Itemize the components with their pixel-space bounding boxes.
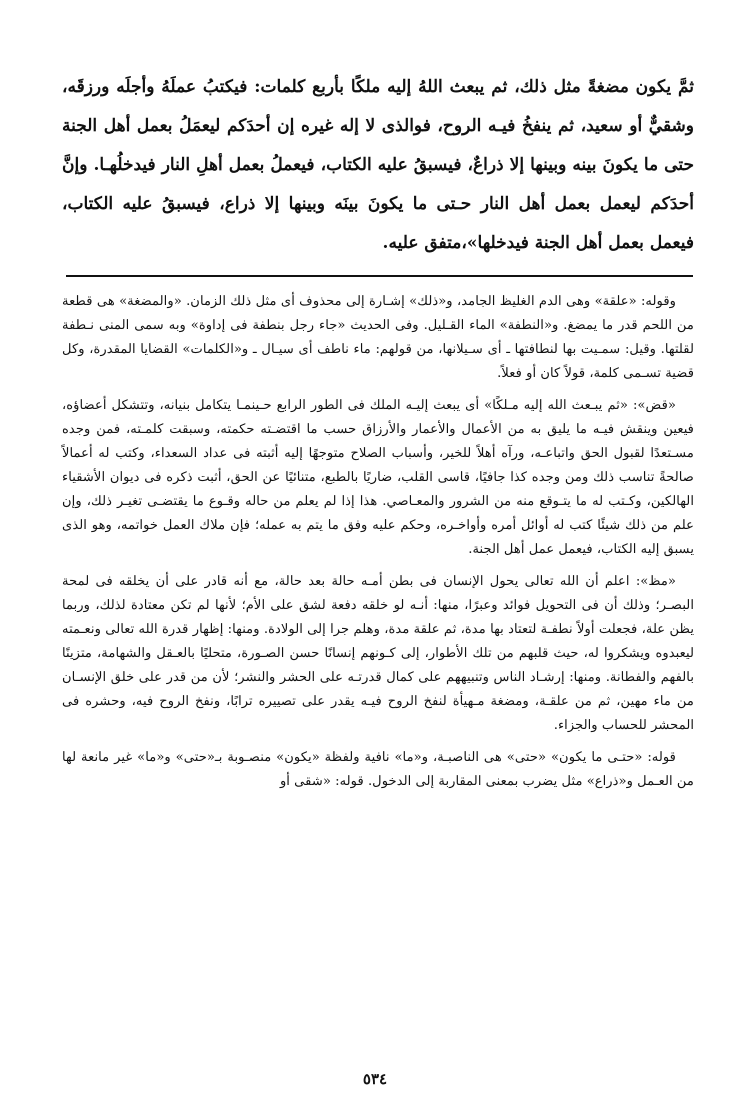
commentary-block (62, 290, 694, 797)
commentary-paragraph: «قض»: «ثم يبـعث الله إليه مـلكًا» أى يبعث إليـه الملك فى الطور الرابع حـينمـا يتكامل بنيانه، وتتشكل أعضاؤه، فيعين وينقش فيـه ما يليق به من الأعمال والأعمار والأرزاق حسب ما اقتضـته حكمته، وسبقت كلمـته، فمن وجده مسـتعدًا لقبول الحق واتباعـه، ورآه أهلاً للخير، وأسباب الصلاح متوجهًا إليه أثبته فى عداد السعداء، وكتب له أعمالاً صالحةً تناسب ذلك ومن وجده كذا جافيًا، قاسى القلب، ضاريًا بالطبع، متنائيًا عن الحق، أثبت ذكره فى ديوان الأشقياء الهالكين، وكـتب له ما يتـوقع منه من الشرور والمعـاصي. هذا إذا لم يعلم من حاله وقـوع ما يقتضـى تغيـر ذلك، وإن علم من ذلك شيئًا كتب له أوائل أمره وأواخـره، وحكم عليه وفق ما يتم به عمله؛ فإن ملاك العمل خواتمه، وهو الذى يسبق إليه الكتاب، فيعمل عمل أهل الجنة. (62, 398, 694, 557)
hadith-text: ثمَّ يكون مضغةً مثل ذلك، ثم يبعث اللهُ إليه ملكًا بأربع كلمات: فيكتبُ عملَهُ وأجلَه ورزقَه، وشقيٌّ أو سعيد، ثم ينفخُ فيـه الروح، فوالذى لا إله غيره إن أحدَكم ليعمَلُ بعمل أهل الجنة حتى ما يكونَ بينه وبينها إلا ذراعٌ، فيسبقُ عليه الكتاب، فيعملُ بعمل أهلِ النار فيدخلُهـا. وإنَّ أحدَكم ليعمل بعمل أهل النار حـتى ما يكونَ بينَه وبينها إلا ذراع، فيسبقُ عليه الكتاب، فيعمل بعمل أهل الجنة فيدخلها»،متفق عليه. (62, 77, 694, 253)
commentary-paragraph: «مظ»: اعلم أن الله تعالى يحول الإنسان فى بطن أمـه حالة بعد حالة، مع أنه قادر على أن يخلقه فى لمحة البصـر؛ وذلك أن فى التحويل فوائد وعبرًا، منها: أنـه لو خلقه دفعة لشق على الأم؛ لأنها لم تكن معتادة لذلك، وربما يظن علة، فجعلت أولاً نطفـة لتعتاد بها مدة، ثم علقة مدة، وهلم جرا إلى الولادة. ومنها: إظهار قدرة الله تعالى ونعـمته ليعبدوه ويشكروا له، حيث قلبهم من تلك الأطوار، إلى كـونهم إنسانًا حسن الصـورة، متحليًا بالعـقل والشهامة، متزينًا بالفهم والفطانة. ومنها: إرشـاد الناس وتنبيههم على كمال قدرتـه على الحشر والنشر؛ لأن من قدر على خلق الإنسـان من ماء مهين، ثم من علقـة، ومضغة مـهيأة لنفخ الروح فيـه يقدر على تصييره ترابًا، ونفخ الروح فيه، وحشره فى المحشر للحساب والجزاء. (62, 574, 694, 733)
page-number: ٥٣٤ (362, 1070, 388, 1088)
commentary-paragraph: قوله: «حتـى ما يكون» «حتى» هى الناصبـة، و«ما» نافية ولفظة «يكون» منصـوبة بـ«حتى» و«ما» غير مانعة لها من العـمل و«ذراع» مثل يضرب بمعنى المقاربة إلى الدخول. قوله: «شقى أو (62, 750, 694, 789)
section-divider (66, 275, 693, 277)
commentary-paragraph: وقوله: «علقة» وهى الدم الغليظ الجامد، و«ذلك» إشـارة إلى محذوف أى مثل ذلك الزمان. «والمضغة» هى قطعة من اللحم قدر ما يمضغ. و«النطفة» الماء القـليل. وفى الحديث «جاء رجل بنطفة فى إداوة» وبه سمى المنى نـطفة لقلتها. وقيل: سمـيت بها لنطافتها ـ أى سـيلانها، من قولهم: ماء ناطف أى سيـال ـ و«الكلمات» القضايا المقدرة، وكل قضية تسـمى كلمة، قولاً كان أو فعلاً. (62, 294, 694, 381)
hadith-text-block (62, 68, 694, 263)
